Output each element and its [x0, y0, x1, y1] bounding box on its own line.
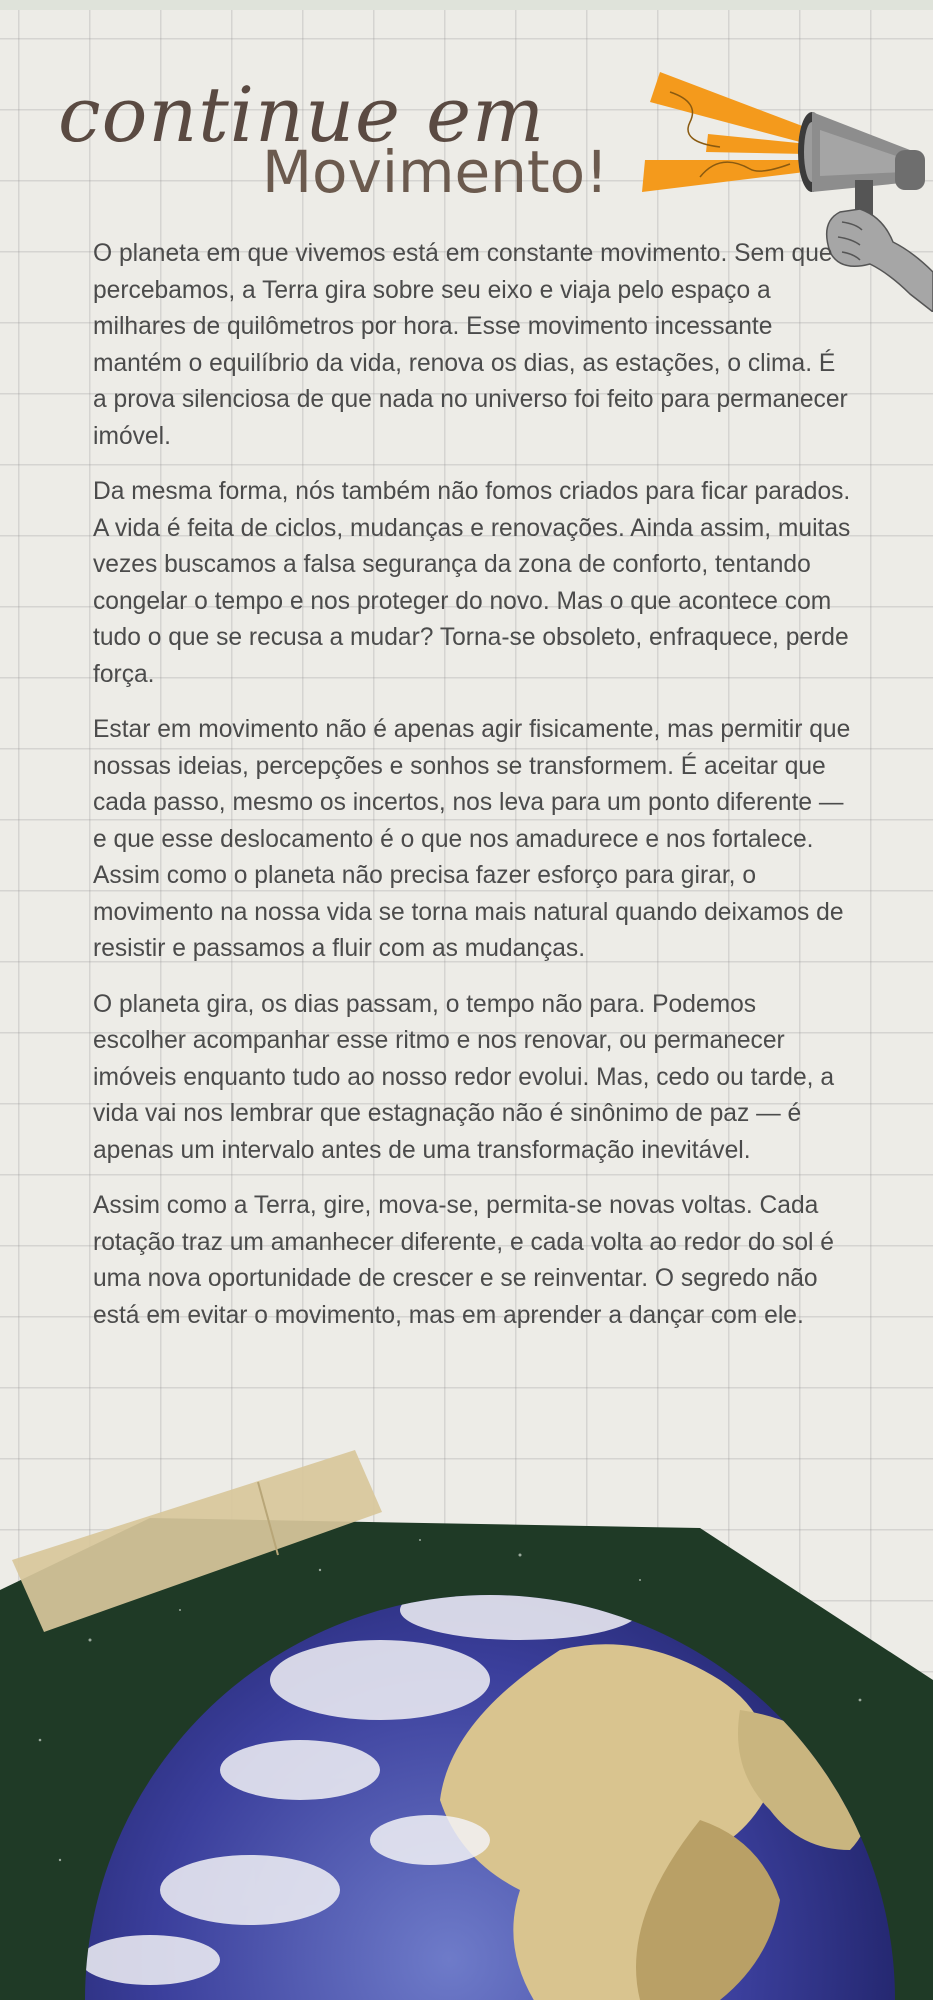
title-script: continue em	[58, 70, 546, 159]
paragraph: Assim como a Terra, gire, mova-se, permita-se novas voltas. Cada rotação traz um amanhecer diferente, e cada volta ao redor do sol é uma nova oportunidade de crescer e se reinventar. O segredo não está em evitar o movimento, mas em aprender a dançar com ele.	[93, 1192, 834, 1329]
paragraph: Da mesma forma, nós também não fomos criados para ficar parados. A vida é feita de ciclos, mudanças e renovações. Ainda assim, muitas vezes buscamos a falsa segurança da zona de conforto, tentando congelar o tempo e nos proteger do novo. Mas o que acontece com tudo o que se recusa a mudar? Torna-se obsoleto, enfraquece, perde força.	[93, 478, 851, 688]
megaphone-back	[895, 150, 925, 190]
earth-globe-image	[0, 1440, 933, 2000]
top-border-strip	[0, 0, 933, 10]
article-body	[93, 236, 853, 1353]
paragraph: O planeta em que vivemos está em constante movimento. Sem que percebamos, a Terra gira sobre seu eixo e viaja pelo espaço a milhares de quilômetros por hora. Esse movimento incessante mantém o equilíbrio da vida, renova os dias, as estações, o clima. É a prova silenciosa de que nada no universo foi feito para permanecer imóvel.	[93, 240, 848, 450]
paragraph: O planeta gira, os dias passam, o tempo não para. Podemos escolher acompanhar esse ritmo e nos renovar, ou permanecer imóveis enquanto tudo ao nosso redor evolui. Mas, cedo ou tarde, a vida vai nos lembrar que estagnação não é sinônimo de paz — é apenas um intervalo antes de uma transformação inevitável.	[93, 990, 835, 1164]
sound-ray-bottom	[642, 160, 808, 192]
sound-ray-top	[650, 72, 805, 142]
page-title: Movimento!	[262, 138, 609, 206]
paragraph: Estar em movimento não é apenas agir fisicamente, mas permitir que nossas ideias, percepções e sonhos se transformem. É aceitar que cada passo, mesmo os incertos, nos leva para um ponto diferente — e que esse deslocamento é o que nos amadurece e nos fortalece. Assim como o planeta não precisa fazer esforço para girar, o movimento na nossa vida se torna mais natural quando deixamos de resistir e passamos a fluir com as mudanças.	[93, 716, 851, 962]
